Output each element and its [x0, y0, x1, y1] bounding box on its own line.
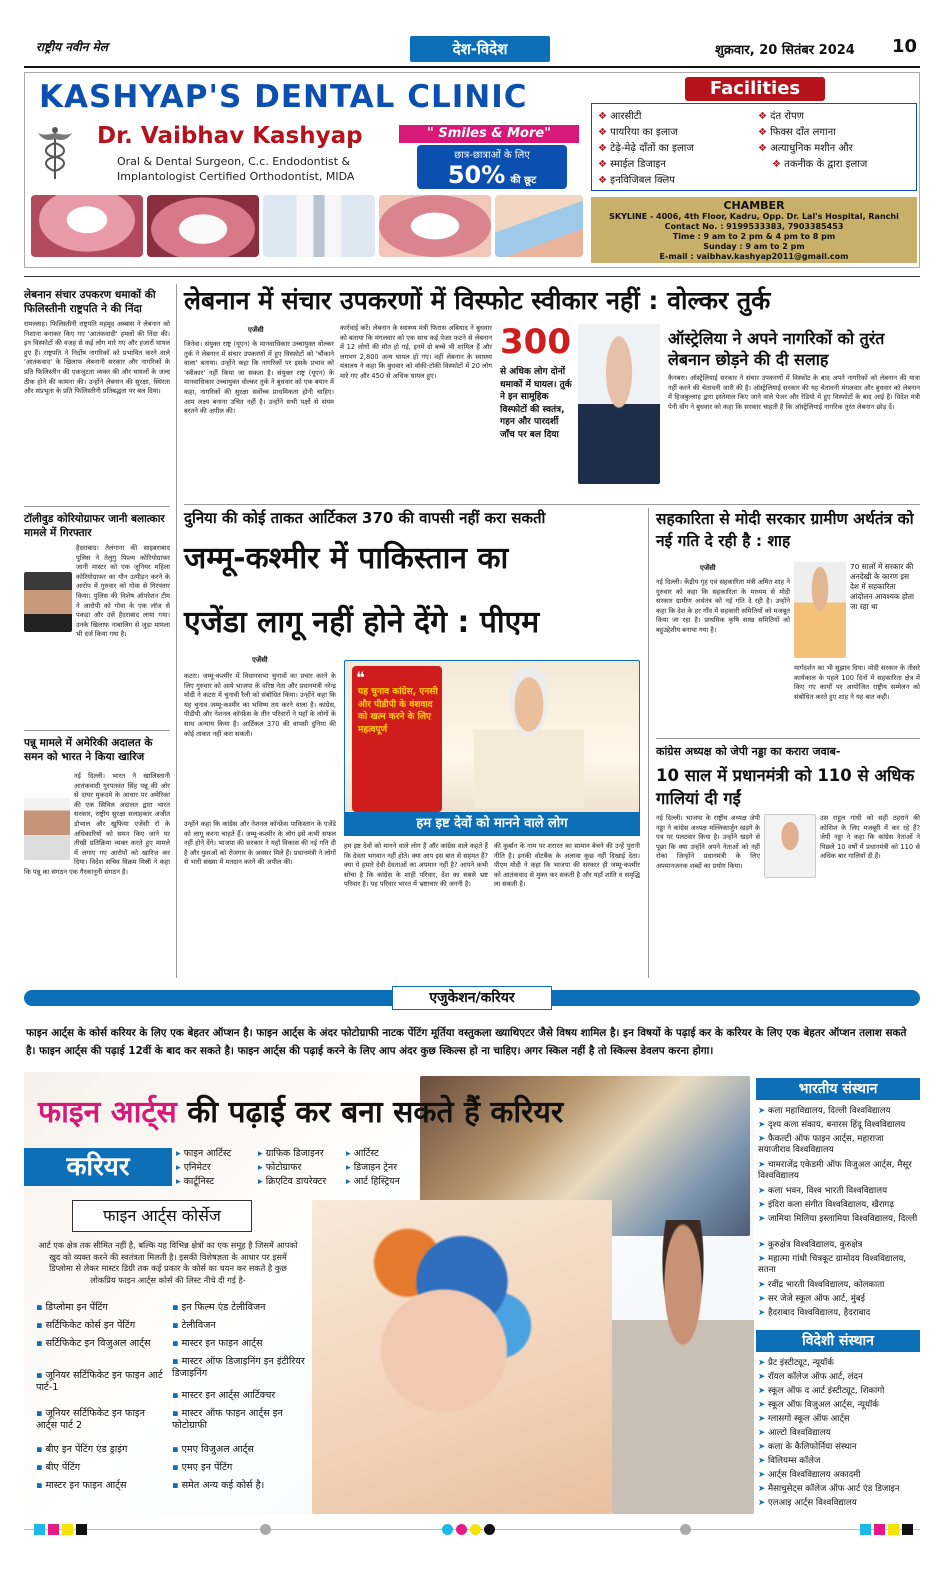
course-item: ▪ मास्टर इन फाइन आर्ट्स — [172, 1338, 306, 1350]
jp-nadda-photo — [764, 814, 816, 878]
dentures-photo — [31, 195, 143, 257]
course-item: ▪ जूनियर सर्टिफिकेट इन फाइन आर्ट पार्ट-1 — [36, 1370, 166, 1394]
lead-body-col2: कार्रवाई करें। लेबनान के स्वास्थ्य मंत्री फिरास अबियाद ने बुधवार को बताया कि मंगलवार को एक साथ कई पेजर फटने से लेबनान में 12 लोगों की मौत हो गई, इनमें दो बच्चे भी शामिल हैं और लगभग 2,800 अन्य घायल हो गए। वहीं लेबनान के स्वास्थ्य मंत्रालय ने कहा कि बुधवार को वॉकी-टॉकी विस्फोटों में 20 लोग मारे गए और 450 से अधिक घायल हुए। — [340, 324, 492, 380]
institute-item: ➤ कला के कैलिफोर्निया संस्थान — [758, 1442, 918, 1453]
brief-body-pannu — [24, 772, 170, 974]
australia-body: कैनबरा। ऑस्ट्रेलियाई सरकार ने संचार उपकरणों में विस्फोट के बाद अपने नागरिकों को लेबनान की यात्रा नहीं करने की चेतावनी जारी की है। ऑस्ट्रेलियाई सरकार की यह चेतावनी मंगलवार और बुधवार को लेबनान में हिजबुल्लाह द्वारा इस्तेमाल किए जाने वाले पेजर और रेडियो में हुए विस्फोटों के बाद आई है। विदेश मंत्री पेनी वोंग ने बुधवार को कहा कि सरकार चाहती है कि ऑस्ट्रेलियाई नागरिक तुरंत लेबनान छोड़ दें। — [668, 374, 920, 411]
institute-item: ➤ जामिया मिलिया इस्लामिया विश्वविद्यालय, दिल्ली — [758, 1214, 918, 1225]
story-divider — [184, 504, 920, 505]
facility-item: ❖ अत्याधुनिक मशीन और — [758, 140, 853, 154]
lead-quote-number: 300 — [500, 322, 571, 362]
brief-body-tollywood — [24, 544, 170, 724]
shah-body-col1: नई दिल्ली। केंद्रीय गृह एवं सहकारिता मंत्री अमित शाह ने गुरुवार को कहा कि सहकारिता के माध्यम से मोदी सरकार ग्रामीण अर्थतंत्र को नई गति दे रही है। उन्होंने कहा कि देश के हर गाँव में सहकारी समितियों को मजबूत किया जा रहा है। प्राथमिक कृषि साख समितियों को बहुउद्देशीय बनाया गया है। — [656, 578, 790, 634]
indian-institutes-header: भारतीय संस्थान — [756, 1078, 920, 1100]
discount-percent: 50% — [447, 161, 506, 189]
foreign-institutes-header: विदेशी संस्थान — [756, 1330, 920, 1352]
facility-item: ❖ टेढ़े-मेढ़े दाँतों का इलाज — [598, 140, 694, 154]
black-dot — [484, 1524, 495, 1535]
course-item: ▪ मास्टर इन फाइन आर्ट्स — [36, 1480, 166, 1492]
fine-arts-title-highlight: फाइन आर्ट्स — [38, 1095, 177, 1130]
institute-item: ➤ ग्लासगो स्कूल ऑफ आर्ट्स — [758, 1414, 918, 1425]
doctor-name: Dr. Vaibhav Kashyap — [97, 123, 363, 149]
photo-spacer — [24, 772, 74, 866]
facility-item: ❖ आरसीटी — [598, 108, 641, 122]
yellow-dot — [470, 1524, 481, 1535]
magenta-swatch — [48, 1524, 59, 1535]
course-item: ▪ टेलीविजन — [172, 1320, 306, 1332]
yellow-swatch — [888, 1524, 899, 1535]
jk-agency: एजेंसी — [252, 656, 268, 664]
clinic-tagline: " Smiles & More" — [399, 125, 579, 143]
clinic-name: KASHYAP'S DENTAL CLINIC — [39, 79, 528, 115]
jk-photo-caption: हम इष्ट देवों को मानने वाले लोग — [344, 812, 640, 836]
amit-shah-photo — [794, 562, 846, 658]
facility-item-cont: ❖ तकनीक के द्वारा इलाज — [772, 156, 867, 170]
institute-item: ➤ कला महाविद्यालय, दिल्ली विश्वविद्यालय — [758, 1106, 918, 1117]
nadda-headline: 10 साल में प्रधानमंत्री को 110 से अधिक गालियां दी गईं — [656, 766, 915, 808]
institute-item: ➤ विलियम्स कॉलेज — [758, 1456, 918, 1467]
header-rule — [24, 66, 920, 68]
magenta-swatch — [874, 1524, 885, 1535]
jk-body-col4: की कुर्बान के नाम पर शरारत का सामान बेचने की उन्हें पुरानी नीति है। इनकी वोटबैंक के अलावा कुछ नहीं दिखाई देता। पीएम मोदी ने कहा कि भाजपा की सरकार ही जम्मू-कश्मीर को आतंकवाद से मुक्त कर सकती है और यहाँ शांति व समृद्धि ला सकती है। — [494, 842, 640, 889]
fine-arts-title-rest: की पढ़ाई कर बना सकते हैं करियर — [187, 1095, 564, 1130]
caduceus-icon — [33, 125, 77, 181]
course-item: ▪ इन फिल्म एंड टेलीविजन — [172, 1302, 306, 1314]
yellow-swatch — [62, 1524, 73, 1535]
facility-item: ❖ इनविजिबल क्लिप — [598, 172, 675, 186]
chamber-address: SKYLINE - 4006, 4th Floor, Kadru, Opp. Dr. Lal's Hospital, Ranchi — [609, 212, 899, 221]
brief-headline-lebanon: लेबनान संचार उपकरण धमाकों की फिलिस्तीनी राष्ट्रपति ने की निंदा — [24, 289, 156, 315]
jk-headline-line2: एजेंडा लागू नहीं होने देंगे : पीएम — [184, 605, 540, 640]
doctor-credentials-1: Oral & Dental Surgeon, C.c. Endodontist & — [117, 155, 351, 168]
brief-divider — [24, 730, 170, 731]
student-discount-badge — [417, 145, 567, 189]
course-item: ▪ बीए पेंटिंग — [36, 1462, 166, 1474]
course-item: ▪ एमए विजुअल आर्ट्स — [172, 1444, 306, 1456]
institute-item: ➤ रवींद्र भारती विश्वविद्यालय, कोलकाता — [758, 1280, 918, 1291]
chamber-email: E-mail : vaibhav.kashyap2011@gmail.com — [659, 252, 849, 261]
nadda-body-col1: नई दिल्ली। भाजपा के राष्ट्रीय अध्यक्ष जेपी नड्डा ने कांग्रेस अध्यक्ष मल्लिकार्जुन खड़गे के पत्र पर पलटवार किया है। उन्होंने खड़गे से पूछा कि क्या उन्होंने अपने नेताओं को नहीं रोका जिन्होंने प्रधानमंत्री के लिए अपमानजनक शब्दों का प्रयोग किया। — [656, 814, 760, 870]
column-rule — [648, 508, 649, 978]
institute-item: ➤ कला भवन, विश्व भारती विश्वविद्यालय — [758, 1186, 918, 1197]
institute-item: ➤ कुरुक्षेत्र विश्वविद्यालय, कुरुक्षेत्र — [758, 1240, 918, 1251]
story-divider — [656, 738, 920, 739]
career-item: ▸ आर्ट हिस्ट्रियन — [346, 1174, 400, 1187]
education-tab: एजुकेशन/करियर — [392, 986, 552, 1010]
institute-item: ➤ चामराजेंद्र एकेडमी ऑफ विजुअल आर्ट्स, मैसूर विश्वविद्यालय — [758, 1160, 918, 1182]
volker-turk-photo — [578, 324, 660, 484]
cyan-swatch — [860, 1524, 871, 1535]
nadda-body-col2: उस राहुल गांधी को सही ठहराने की कोशिश के लिए मजबूरी में कर रहे हैं? जेपी नड्डा ने कहा कि कांग्रेस नेताओं ने पिछले 10 वर्षों में प्रधानमंत्री को 110 से अधिक बार गालियाँ दी हैं। — [820, 814, 920, 861]
jk-body-col1: कटरा। जम्मू-कश्मीर में विधानसभा चुनावों का प्रचार करने के लिए गुरुवार को आये भाजपा के वरिष्ठ नेता और प्रधानमंत्री नरेन्द्र मोदी ने कटरा में चुनावी रैली को संबोधित किया। उन्होंने कहा कि यह चुनाव जम्मू-कश्मीर का भविष्य तय करने वाला है। कांग्रेस, पीडीपी और नेशनल कॉन्फ्रेंस के तीन परिवारों ने यहाँ के लोगों के साथ अन्याय किया है। आर्टिकल 370 की वापसी दुनिया की कोई ताकत नहीं करा सकती। — [184, 672, 336, 738]
column-rule — [176, 284, 177, 978]
section-divider — [24, 276, 920, 277]
discount-suffix: की छूट — [510, 175, 537, 186]
doctor-credentials-2: Implantologist Certified Orthodontist, MIDA — [117, 170, 355, 183]
chamber-title: CHAMBER — [723, 199, 785, 212]
shah-body-col2: मार्गदर्शन का भी सुझाव दिया। मोदी सरकार के तीसरे कार्यकाल के पहले 100 दिनों में सहकारिता क्षेत्र में किए गए कार्यों पर आयोजित राष्ट्रीय सम्मेलन को संबोधित करते हुए शाह ने यह बात कही। — [794, 664, 920, 701]
australia-headline: ऑस्ट्रेलिया ने अपने नागरिकों को तुरंत लेबनान छोड़ने की दी सलाह — [668, 329, 885, 369]
brief-headline-tollywood: टॉलीवुड कोरियोग्राफर जानी बलात्कार मामले में गिरफ्तार — [24, 513, 165, 539]
course-item: ▪ मास्टर ऑफ फाइन आर्ट्स इन फोटोग्राफी — [172, 1408, 306, 1432]
career-item: ▸ फाइन आर्टिस्ट — [176, 1146, 231, 1159]
chamber-contact: Contact No. : 9199533383, 7903385453 — [664, 222, 844, 231]
institute-item: ➤ रॉयल कॉलेज ऑफ आर्ट, लंदन — [758, 1372, 918, 1383]
facilities-title: Facilities — [685, 77, 825, 101]
institute-item: ➤ आर्ट्स विश्वविद्यालय अकादमी — [758, 1470, 918, 1481]
institute-item: ➤ सर जेजे स्कूल ऑफ आर्ट, मुंबई — [758, 1294, 918, 1305]
course-item: ▪ मास्टर इन आर्ट्स आर्टिक्चर — [172, 1390, 306, 1402]
registration-dot — [680, 1524, 691, 1535]
institute-item: ➤ इंदिरा कला संगीत विश्वविद्यालय, खैरागढ़ — [758, 1200, 918, 1211]
brief-body-lebanon: रामल्लाह। फिलिस्तीनी राष्ट्रपति महमूद अब्बास ने लेबनान को निशाना बनाकर किए गए 'आतंकवादी' हमलों की निंदा की। इन विस्फोटों की वजह से कई लोग मारे गए और हजारों घायल हुए हैं। राष्ट्रपति ने निर्दोष नागरिकों को प्रभावित करने वाले 'आतंकवाद' के खिलाफ लेबनानी सरकार और नागरिकों के प्रति फिलिस्तीन की एकजुटता व्यक्त की और घायलों के जल्द ठीक होने की कामना की। उन्होंने लेबनान की सुरक्षा, स्थिरता और संप्रभुता के प्रति फिलिस्तीनी प्रतिबद्धता पर बल दिया। — [24, 320, 170, 396]
shah-agency: एजेंसी — [700, 564, 716, 572]
institute-item: ➤ स्कूल ऑफ विजुअल आर्ट्स, न्यूयॉर्क — [758, 1400, 918, 1411]
facility-item: ❖ स्माईल डिजाइन — [598, 156, 666, 170]
facilities-box — [591, 103, 917, 191]
cyan-dot — [442, 1524, 453, 1535]
institute-item: ➤ मैसाचुसेट्स कॉलेज ऑफ आर्ट एंड डिजाइन — [758, 1484, 918, 1495]
facility-item: ❖ फिक्स दाँत लगाना — [758, 124, 836, 138]
shah-headline: सहकारिता से मोदी सरकार ग्रामीण अर्थतंत्र को नई गति दे रही है : शाह — [656, 510, 914, 550]
institute-item: ➤ आल्टो विश्वविद्यालय — [758, 1428, 918, 1439]
jk-kicker: दुनिया की कोई ताकत आर्टिकल 370 की वापसी नहीं करा सकती — [184, 509, 546, 527]
lead-agency: एजेंसी — [248, 326, 264, 334]
course-item: ▪ सर्टिफिकेट कोर्स इन पेंटिंग — [36, 1320, 166, 1332]
institute-item: ➤ महात्मा गांधी चित्रकूट ग्रामोदय विश्वविद्यालय, सतना — [758, 1254, 918, 1276]
education-intro: फाइन आर्ट्स के कोर्स करियर के लिए एक बेहतर ऑप्शन है। फाइन आर्ट्स के अंदर फोटोग्राफी नाटक पेंटिंग मूर्तिया वस्तुकला ख्याथिएटर जैसे विषय शामिल है। इन विषयों के पढ़ाई कर के करियर के लिए एक बेहतर ऑप्शन तलाश सकते है। फाइन आर्ट्स की पढ़ाई 12वीं के बाद कर सकते है। फाइन आर्ट्स की पढ़ाई करने के लिए आप अंदर कुछ स्किल्स हो ना चाहिए। अगर स्किल नहीं है तो स्किल्स डेवलप करना होगा। — [26, 1027, 907, 1057]
career-item: ▸ फोटोग्राफर — [258, 1160, 301, 1173]
course-item: ▪ बीए इन पेंटिंग एंड ड्राइंग — [36, 1444, 166, 1456]
masthead-logo: राष्ट्रीय नवीन मेल — [36, 40, 108, 54]
jk-quote-text: यह चुनाव कांग्रेस, एनसी और पीडीपी के वंशवाद को खत्म करने के लिए महत्वपूर्ण — [358, 687, 438, 735]
institute-item: ➤ दृश्य कला संकाय, बनारस हिंदू विश्वविद्यालय — [758, 1120, 918, 1131]
chamber-time: Time : 9 am to 2 pm & 4 pm to 8 pm — [672, 232, 836, 241]
course-item: ▪ समेत अन्य कई कोर्स है। — [172, 1480, 306, 1492]
chamber-info — [591, 197, 917, 263]
issue-date: शुक्रवार, 20 सितंबर 2024 — [715, 43, 855, 58]
discount-label: छात्र-छात्राओं के लिए — [454, 150, 530, 161]
career-item: ▸ एनिमेटर — [176, 1160, 211, 1173]
facility-item: ❖ दंत रोपण — [758, 108, 804, 122]
course-item: ▪ डिप्लोमा इन पेंटिंग — [36, 1302, 166, 1314]
institute-item: ➤ फैकल्टी ऑफ फाइन आर्ट्स, महाराजा सयाजीराव विश्वविद्यालय — [758, 1134, 918, 1156]
nadda-kicker: कांग्रेस अध्यक्ष को जेपी नड्डा का करारा जवाब- — [656, 745, 841, 758]
registration-dot — [260, 1524, 271, 1535]
jk-headline-line1: जम्मू-कश्मीर में पाकिस्तान का — [184, 541, 509, 576]
lead-quote-text: से अधिक लोग दोनों धमाकों में घायल। तुर्क ने इन सामूहिक विस्फोटों की स्वतंत्र, गहन और पारदर्शी जाँच पर बल दिया — [500, 367, 572, 440]
pm-modi-figure — [474, 668, 584, 808]
fine-arts-title — [38, 1090, 563, 1131]
section-tab: देश-विदेश — [410, 36, 550, 62]
smile-photo — [379, 195, 491, 257]
painter-man-photo — [612, 1220, 754, 1514]
career-item: ▸ क्रिएटिव डायरेक्टर — [258, 1174, 326, 1187]
brief-headline-pannu: पन्नू मामले में अमेरिकी अदालत के समन को भारत ने किया खारिज — [24, 737, 153, 763]
lead-headline: लेबनान में संचार उपकरणों में विस्फोट स्वीकार नहीं : वोल्कर तुर्क — [184, 286, 771, 315]
career-item: ▸ आर्टिस्ट — [346, 1146, 379, 1159]
cyan-swatch — [34, 1524, 45, 1535]
chamber-sunday: Sunday : 9 am to 2 pm — [703, 242, 805, 251]
quote-icon: ❝ — [356, 668, 365, 687]
patient-photo — [495, 195, 583, 257]
course-item: ▪ जूनियर सर्टिफिकेट इन फाइन आर्ट्स पार्ट 2 — [36, 1408, 166, 1432]
facility-item: ❖ पायरिया का इलाज — [598, 124, 678, 138]
career-item: ▸ कार्टूनिस्ट — [176, 1174, 214, 1187]
dental-clinic-ad — [24, 72, 920, 268]
courses-title: फाइन आर्ट्स कोर्सेज — [72, 1200, 252, 1232]
photo-spacer — [24, 544, 76, 636]
jk-body-col3: हम इष्ट देवों को मानने वाले लोग हैं और कांग्रेस वाले कहते हैं कि देवता भगवान नहीं होते। क्या आप इस बात से सहमत हैं? क्या ये हमारे देवी देवताओं का अपमान नहीं है? आपने कभी सोचा है कि कांग्रेस के शाही परिवार, देश का सबसे भ्रष्ट परिवार है। यह परिवार भारत में भ्रष्टाचार की जननी है। — [344, 842, 488, 889]
brief-divider — [24, 506, 170, 507]
career-tag: करियर — [24, 1148, 172, 1186]
brief-body-pannu-text: नई दिल्ली। भारत ने खालिस्तानी आतंकवादी गुरपतवंत सिंह पन्नू की ओर से दायर मुकदमे के आधार पर अमेरिका की एक सिविल अदालत द्वारा भारत सरकार, राष्ट्रीय सुरक्षा सलाहकार अजीत डोभाल और खुफिया एजेंसी रॉ के अधिकारियों को समन किए जाने पर तीखी प्रतिक्रिया व्यक्त करते हुए मामले में लगाए गए आरोपों को खारिज कर दिया। विदेश सचिव विक्रम मिस्री ने कहा कि पन्नू का संगठन एक गैरकानूनी संगठन है। — [24, 772, 170, 876]
institute-item: ➤ एलआइ आर्ट्स विश्वविद्यालय — [758, 1498, 918, 1509]
black-swatch — [902, 1524, 913, 1535]
career-item: ▸ ग्राफिक डिजाइनर — [258, 1146, 324, 1159]
implant-photo — [263, 195, 375, 257]
black-swatch — [76, 1524, 87, 1535]
jk-body-col2: उन्होंने कहा कि कांग्रेस और नेशनल कॉन्फ्रेंस पाकिस्तान के एजेंडे को लागू करना चाहते हैं। जम्मू-कश्मीर के लोग इसे कभी सफल नहीं होने देंगे। भाजपा की सरकार ने यहाँ विकास की नई गति दी है और युवाओं को रोजगार के अवसर मिले हैं। प्रधानमंत्री ने लोगों से भारी संख्या में मतदान करने की अपील की। — [184, 820, 336, 867]
course-item: ▪ एमए इन पेंटिंग — [172, 1462, 306, 1474]
magenta-dot — [456, 1524, 467, 1535]
lead-body-col1: जिनेवा। संयुक्त राष्ट्र (यूएन) के मानवाधिकार उच्चायुक्त वोल्कर तुर्क ने लेबनान में संचार उपकरणों में हुए विस्फोटों को 'चौंकाने वाला' बताया। उन्होंने कहा कि नागरिकों पर इसके प्रभाव को 'स्वीकार' नहीं किया जा सकता है। संयुक्त राष्ट्र (यूएन) के मानवाधिकार उच्चायुक्त वोल्कर तुर्क ने बुधवार को एक बयान में कहा, नागरिकों की सुरक्षा सर्वोच्च प्राथमिकता होनी चाहिए। आम लक्ष्य बनाना उचित नहीं है। उन्होंने सभी पक्षों से संयम बरतने की अपील की। — [184, 340, 334, 416]
institute-item: ➤ हैदराबाद विश्वविद्यालय, हैदराबाद — [758, 1308, 918, 1319]
institute-item: ➤ स्कूल ऑफ द आर्ट इंस्टीट्यूट, शिकागो — [758, 1386, 918, 1397]
shah-side-note: 70 सालों में सरकार की अनदेखी के कारण इस देश में सहकारिता आंदोलन आवश्यक होता जा रहा था — [850, 562, 914, 611]
courses-intro: आर्ट एक क्षेत्र तक सीमित नहीं है, बल्कि यह विभिन्न क्षेत्रों का एक समूह है जिसमें आपको खुद को व्यक्त करने की स्वतंत्रता मिलती है। इसकी विशेषज्ञता के आधार पर इसमें डिप्लोमा से लेकर मास्टर डिग्री तक कई प्रकार के कोर्स का चयन कर सकते है कुछ लोकप्रिय फाइन आर्ट्स कोर्स की लिस्ट नीचे दी गई है- — [38, 1240, 298, 1285]
gum-model-photo — [147, 195, 259, 257]
institute-item: ➤ प्रैट इंस्टीट्यूट, न्यूयॉर्क — [758, 1358, 918, 1369]
painted-face-artwork — [312, 1200, 612, 1514]
course-item: ▪ मास्टर ऑफ डिजाइनिंग इन इंटीरियर डिजाइनिंग — [172, 1356, 306, 1380]
course-item: ▪ सर्टिफिकेट इन विजुअल आर्ट्स — [36, 1338, 166, 1350]
page-number: 10 — [892, 36, 918, 57]
brief-body-tollywood-text: हैदराबाद। तेलंगाना की साइबराबाद पुलिस ने तेलुगु फिल्म कोरियोग्राफर जानी मास्टर को एक जूनियर महिला कोरियोग्राफर का यौन उत्पीड़न करने के आरोप में गुरुवार को गोवा से गिरफ्तार किया। पुलिस की विशेष ऑपरेशन टीम ने आरोपी को गोवा के एक लॉज से पकड़ा और उसे हैदराबाद लाया गया। उनके खिलाफ नाबालिग से जुड़ा मामला भी दर्ज किया गया है। — [76, 544, 170, 639]
career-item: ▸ डिजाइन ट्रेनर — [346, 1160, 397, 1173]
